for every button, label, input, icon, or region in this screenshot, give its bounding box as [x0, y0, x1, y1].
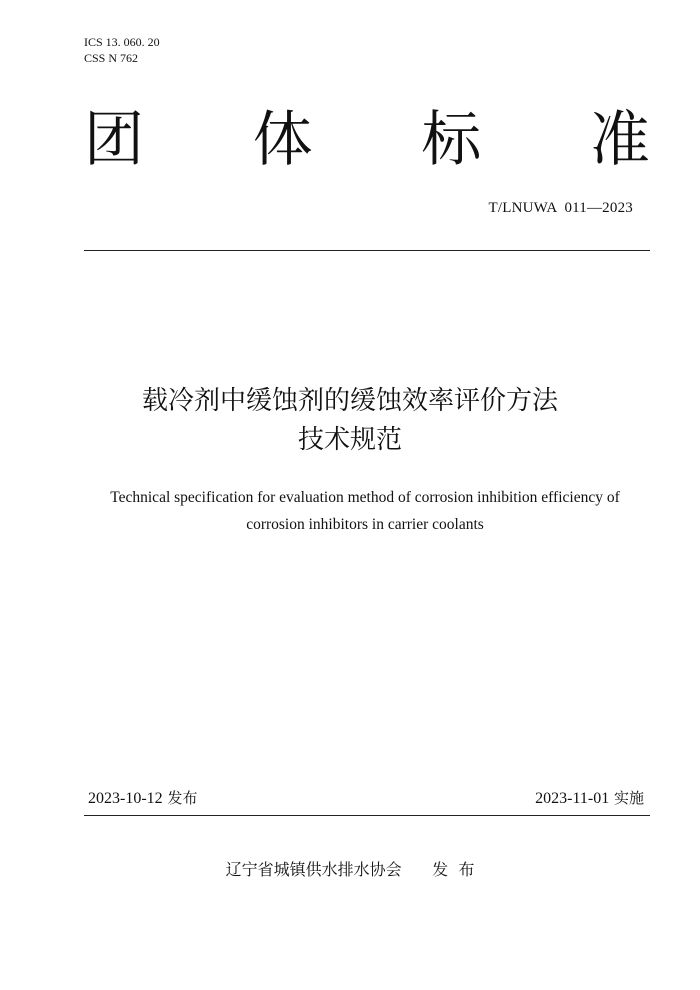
category-char-3: 标 [421, 105, 482, 175]
category-char-1: 团 [84, 105, 144, 175]
standard-number: T/LNUWA 011—2023 [488, 200, 633, 216]
english-title-line-1: Technical specification for evaluation method of corrosion inhibition efficiency of [110, 489, 620, 506]
issue-date [88, 788, 197, 809]
english-title [60, 484, 670, 538]
bottom-divider [84, 815, 650, 816]
publisher-name: 辽宁省城镇供水排水协会 [225, 860, 402, 879]
top-divider [84, 250, 650, 251]
category-char-4: 准 [589, 105, 650, 175]
implementation-date-value: 2023-11-01 [535, 790, 610, 807]
publisher-action: 发 布 [432, 860, 475, 879]
issue-date-label: 发布 [167, 789, 198, 807]
english-title-line-2: corrosion inhibitors in carrier coolants [246, 516, 484, 533]
implementation-date-label: 实施 [613, 789, 644, 807]
chinese-title-line-1: 载冷剂中缓蚀剂的缓蚀效率评价方法 [141, 386, 558, 416]
standard-category-title [84, 106, 650, 174]
chinese-title [40, 382, 660, 460]
chinese-title-line-2: 技术规范 [297, 425, 402, 455]
css-code: CSS N 762 [84, 51, 139, 65]
implementation-date [535, 788, 644, 809]
classification-codes [84, 34, 160, 66]
publisher-line [0, 859, 700, 881]
issue-date-value: 2023-10-12 [88, 790, 163, 807]
ics-code: ICS 13. 060. 20 [84, 35, 160, 49]
category-char-2: 体 [252, 105, 313, 175]
